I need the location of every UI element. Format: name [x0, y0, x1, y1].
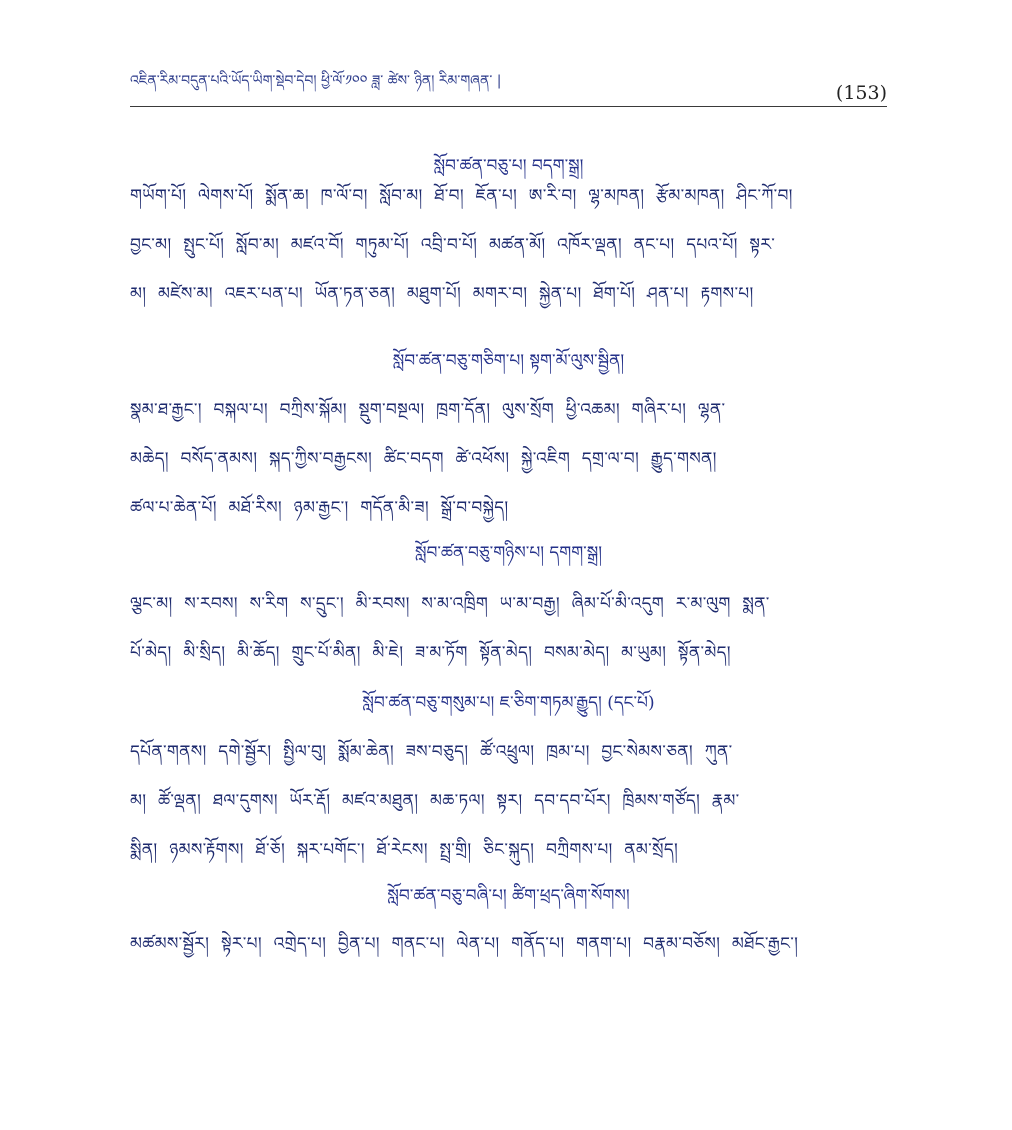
text-line: བྱང་མ། སྤུང་པོ། སློབ་མ། མཛའ་བོ། གཏུམ་པོ། འབྲི་བ་པོ། མཚན་མོ། འཁོར་ལྡན། ནང་པ། དཔའ་པོ། སྟར་ [130, 235, 776, 255]
section-lesson-13 [130, 683, 887, 731]
text-line: མཚམས་སྦྱོར། སྟེར་པ། འགྲེད་པ། བྱིན་པ། གནང་པ། ལེན་པ། གནོད་པ། གནག་པ། བརྣམ་བཅོས། མཐོང་རྒྱང་། [130, 934, 799, 954]
section-heading: སློབ་ཚན་བཅུ་གཅིག་པ། སྟག་མོ་ལུས་སྦྱིན། [392, 351, 625, 371]
text-line: སྣམ་ཐ་རྒྱང་། བསྐལ་པ། བཀྲིས་སྐོམ། སྡུག་བསྔལ། ཁྲག་དོན། ལུས་སྲོག ཕྱི་འཆམ། གཞིར་པ། ལྷན་ [130, 400, 726, 420]
running-head: འཇིན་རིམ་བདུན་པའི་ཡོད་ཡིག་སྡེབ་དེབ། ཕྱི་ལོ་༡༠༠ ཟླ་ ཚེས་ ཉིན། རིམ་གཞན་ | [130, 73, 502, 89]
text-line: ལྕང་མ། ས་རབས། ས་རིག ས་དྲུང་། མི་རབས། ས་མ་འཁྲིག ཡ་མ་བརྒྱ། ཞིམ་པོ་མི་འདུག ར་མ་ལུག སྨན་ [130, 594, 770, 614]
section-lesson-14 [130, 876, 887, 924]
page-number: (153) [835, 82, 887, 104]
text-line: ཚལ་པ་ཆེན་པོ། མཐོ་རིས། ཉམ་རྒྱང་། གདོན་མི་ཟ། སྒྲོ་བ་བསྐྱེད། [130, 498, 509, 518]
text-line: དཔོན་གནས། དགེ་སྦྱོར། སྤྱིལ་བུ། སྨོམ་ཆེན། ཟས་བཅུད། ཚོ་འཕྲུལ། ཁྲམ་པ། བྱང་སེམས་ཅན། ཀུན་ [130, 742, 733, 762]
text-line: མ། ཚོ་ལྡན། ཐལ་དུགས། ཡོར་རྡོ། མཛའ་མཐུན། མཆ་ཏལ། སྟར། དབ་དབ་པོར། ཁྲིམས་གཙོད། རྣམ་ [130, 791, 740, 811]
section-heading: སློབ་ཚན་བཅུ་གསུམ་པ། ཇ་ཅིག་གཏམ་རྒྱུད། (དང་པོ) [362, 693, 655, 713]
section-heading: སློབ་ཚན་བཅུ་པ། བདག་སྒྲ། [433, 156, 584, 176]
text-line: པོ་མེད། མི་སྲིད། མི་ཆོད། གྲུང་པོ་མིན། མི་ཇེ། ཟ་མ་ཏོག སྟོན་མེད། བསམ་མེད། མ་ཡུམ། སྟོན་མེད། [130, 643, 731, 663]
text-line: སྨིན། ཉམས་རྟོགས། ཐོ་ཅོ། སྐར་པགོང་། ཐོ་རེངས། སྤྲ་གྲི། ཅིང་སྐུད། བཀྲིགས་པ། ནམ་སྲོད། [130, 840, 679, 860]
section-lesson-12 [130, 533, 887, 581]
text-line: མཆེད། བསོད་ནམས། སྐད་ཀྱིས་བརྒྱངས། ཚིང་བདག ཚེ་འཕོས། སྐྱེ་འཇིག དགྲ་ལ་བ། རྒྱུད་གསན། [130, 449, 717, 469]
section-heading: སློབ་ཚན་བཅུ་བཞི་པ། ཚིག་ཕྲད་ཞིག་སོགས། [387, 886, 630, 906]
page-header [130, 74, 887, 107]
section-lesson-11 [130, 341, 887, 389]
section-body [130, 386, 887, 533]
section-body [130, 728, 887, 875]
section-body [130, 920, 887, 969]
section-body [130, 580, 887, 678]
text-line: མ། མཛེས་མ། འཇར་པན་པ། ཡོན་ཏན་ཅན། མཐུག་པོ། མགར་བ། སྐྱེན་པ། ཐོག་པོ། ཤན་པ། རྟགས་པ། [130, 284, 754, 304]
section-body [130, 172, 887, 319]
text-line: གཡོག་པོ། ལེགས་པོ། སྨོན་ཆ། ཁ་ལོ་བ། སློབ་མ། ཐོ་བ། ཇོན་པ། ཨ་རི་བ། ལྷ་མཁན། རྩོམ་མཁན། ཤིང་ཀོ་བ། [130, 186, 793, 206]
section-heading: སློབ་ཚན་བཅུ་གཉིས་པ། དགག་སྒྲ། [414, 543, 602, 563]
